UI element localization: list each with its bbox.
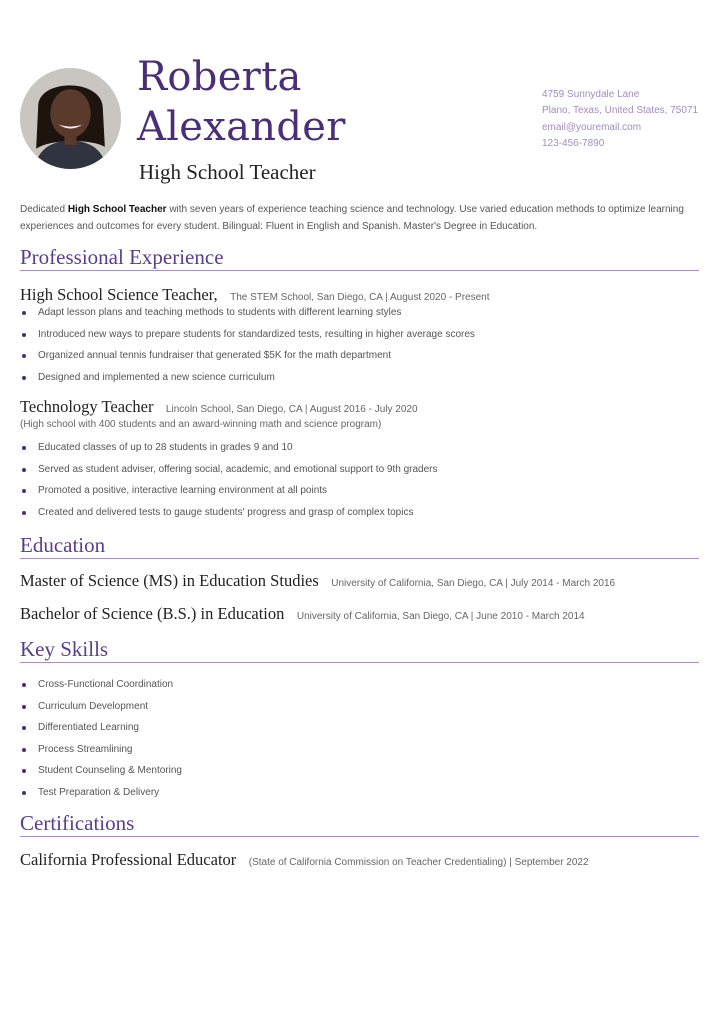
name-last: Alexander: [137, 104, 346, 150]
summary-bold: High School Teacher: [67, 204, 167, 215]
certification-meta: (State of California Commission on Teacher Credentialing) | September 2022: [248, 857, 589, 868]
degree-meta: University of California, San Diego, CA | July 2014 - March 2016: [331, 578, 616, 589]
list-item: Introduced new ways to prepare students for standardized tests, resulting in higher average scores: [20, 324, 475, 346]
summary-rest: with seven years of experience teaching science and technology. Use varied education methods to optimize learning experiences and outcomes for every student. Bilingual: Fluent in English and Spanish. Master's Degree in Education.: [20, 204, 684, 232]
job-meta: Lincoln School, San Diego, CA | August 2016 - July 2020: [165, 404, 418, 415]
section-heading: Certifications: [20, 811, 135, 835]
skills-list: [20, 674, 182, 803]
list-item: Designed and implemented a new science curriculum: [20, 367, 475, 389]
summary-prefix: Dedicated: [20, 204, 68, 215]
section-certifications: [20, 810, 699, 837]
list-item: Served as student adviser, offering social, academic, and emotional support to 9th graders: [20, 459, 438, 481]
contact-email[interactable]: email@youremail.com: [542, 121, 642, 133]
education-entry: [20, 571, 615, 591]
list-item: Organized annual tennis fundraiser that generated $5K for the math department: [20, 345, 475, 367]
section-heading: Key Skills: [20, 637, 109, 661]
job-role: High School Science Teacher,: [20, 285, 218, 304]
job-bullets: [20, 437, 438, 523]
candidate-name: [137, 52, 346, 152]
job-title-heading: High School Teacher: [139, 160, 316, 184]
section-experience: [20, 244, 699, 271]
degree: Bachelor of Science (B.S.) in Education: [20, 604, 285, 623]
section-heading: Professional Experience: [20, 245, 224, 269]
list-item: Cross-Functional Coordination: [20, 674, 182, 696]
certification-name: California Professional Educator: [20, 850, 237, 869]
job-meta: The STEM School, San Diego, CA | August 2020 - Present: [230, 292, 490, 303]
section-heading: Education: [20, 533, 106, 557]
job-entry: [20, 397, 418, 417]
list-item: Promoted a positive, interactive learning environment at all points: [20, 480, 438, 502]
list-item: Educated classes of up to 28 students in grades 9 and 10: [20, 437, 438, 459]
section-education: [20, 532, 699, 559]
education-entry: [20, 604, 585, 624]
list-item: Adapt lesson plans and teaching methods to students with different learning styles: [20, 302, 475, 324]
list-item: Student Counseling & Mentoring: [20, 760, 182, 782]
contact-phone[interactable]: 123-456-7890: [542, 137, 605, 149]
list-item: Process Streamlining: [20, 739, 182, 761]
job-bullets: [20, 302, 475, 388]
name-first: Roberta: [137, 54, 302, 100]
certification-entry: [20, 850, 589, 870]
degree-meta: University of California, San Diego, CA | June 2010 - March 2014: [296, 611, 585, 622]
portrait-photo-icon: [20, 68, 121, 169]
profile-photo: [20, 68, 121, 169]
list-item: Curriculum Development: [20, 696, 182, 718]
contact-block: [542, 87, 698, 152]
contact-city: Plano, Texas, United States, 75071: [542, 105, 699, 117]
summary-paragraph: [20, 202, 700, 235]
section-skills: [20, 636, 699, 663]
list-item: Test Preparation & Delivery: [20, 782, 182, 804]
job-note: (High school with 400 students and an award-winning math and science program): [20, 419, 382, 430]
degree: Master of Science (MS) in Education Studies: [20, 571, 319, 590]
job-role: Technology Teacher: [20, 397, 154, 416]
contact-address: 4759 Sunnydale Lane: [542, 89, 640, 100]
list-item: Created and delivered tests to gauge students' progress and grasp of complex topics: [20, 502, 438, 524]
list-item: Differentiated Learning: [20, 717, 182, 739]
